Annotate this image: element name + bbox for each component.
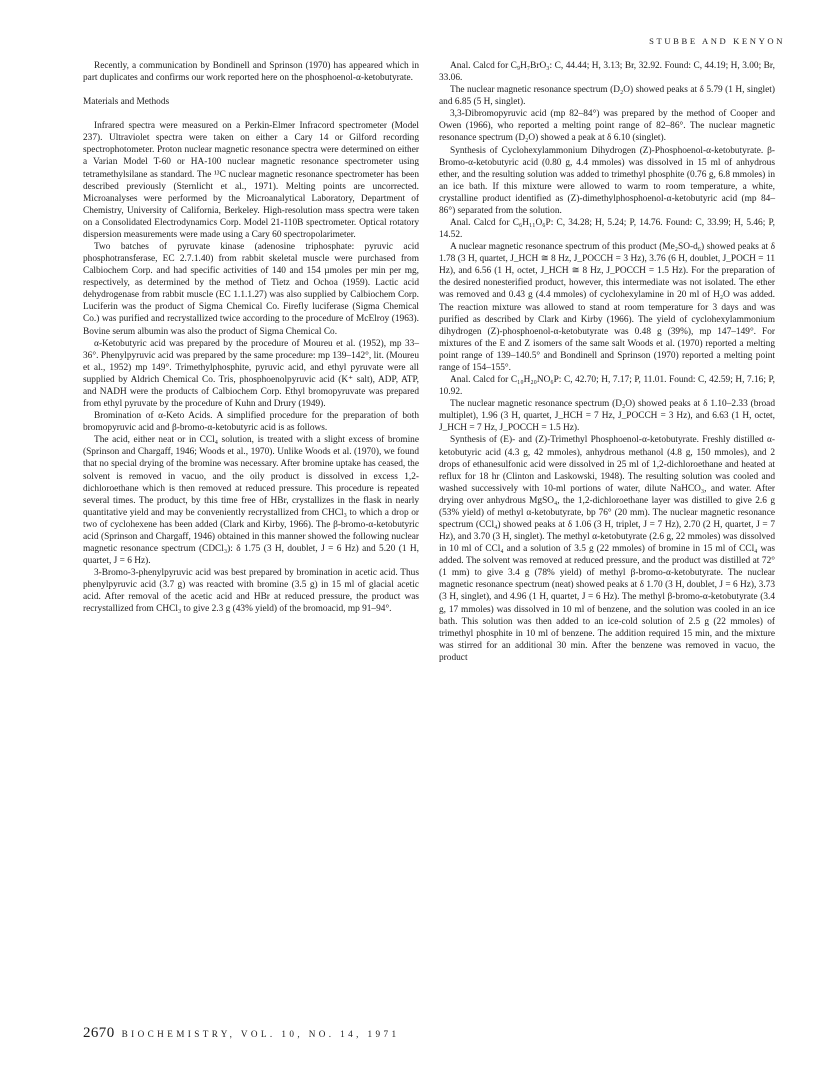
- paragraph-synthesis-trimethyl: Synthesis of (E)- and (Z)-Trimethyl Phosphoenol-α-ketobutyrate. Freshly distilled α-ketobutyric acid (4.3 g, 42 mmoles), anhydrous methanol (4.8 g, 150 mmoles), and 2 drops of ethanesulfonic acid were dissolved in 25 ml of 1,2-dichloroethane and heated at reflux for 18 hr (Clinton and Laskowski, 1948). The resulting solution was cooled and washed successively with 10-ml portions of water, dilute NaHCO₃, and water. After drying over anhydrous MgSO₄, the 1,2-dichloroethane layer was distilled to give 2.6 g (53% yield) of methyl α-ketobutyrate, bp 76° (20 mm). The nuclear magnetic resonance spectrum (CCl₄) showed peaks at δ 1.06 (3 H, triplet, J = 7 Hz), 2.70 (2 H, quartet, J = 7 Hz), and 3.70 (3 H, singlet). The methyl α-ketobutyrate (2.6 g, 22 mmoles) was dissolved in 10 ml of CCl₄ and a solution of 3.5 g (22 mmoles) of bromine in 15 ml of CCl₄ was added. The solvent was removed at reduced pressure, and the product was distilled at 72° (1 mm) to give 3.4 g (78% yield) of methyl β-bromo-α-ketobutyrate. The nuclear magnetic resonance spectrum (neat) showed peaks at δ 1.70 (3 H, doublet, J = 6 Hz), 3.73 (3 H, singlet), and 4.96 (1 H, quartet, J = 6 Hz). The methyl β-bromo-α-ketobutyrate (3.4 g, 17 mmoles) was dissolved in 10 ml of benzene, and the solution was cooled in an ice bath. This solution was then added to an ice-cold solution of 2.5 g (22 mmoles) of trimethyl phosphite in 10 ml of benzene. The addition required 15 min, and the mixture was stirred for an additional 30 min. After the benzene was removed in vacuo, the product: [439, 435, 775, 663]
- paragraph-instruments: Infrared spectra were measured on a Perkin-Elmer Infracord spectrometer (Model 237). Ultraviolet spectra were taken on either a Cary 14 or Gilford recording spectrophotometer. Proton nuclear magnetic resonance spectra were determined on either a Varian Model T-60 or HA-100 nuclear magnetic resonance spectrometer using tetramethylsilane as standard. The ¹³C nuclear magnetic resonance spectrometer has been described previously (Sternlicht et al., 1971). Melting points are uncorrected. Microanalyses were performed by the Microanalytical Laboratory, Department of Chemistry, University of California, Berkeley. High-resolution mass spectra were taken on a Consolidated Electrodynamics Corp. Model 21-110B spectrometer. Optical rotatory dispersion measurements were made using a Cary 60 spectropolarimeter.: [83, 121, 419, 240]
- paragraph-bromination-procedure: The acid, either neat or in CCl₄ solution, is treated with a slight excess of bromine (Sprinson and Chargaff, 1946; Woods et al., 1970). Unlike Woods et al. (1970), we found that no special drying of the bromine was necessary. After bromine uptake has ceased, the solvent is removed in vacuo, and the oily product is dissolved in excess 1,2-dichloroethane which is then removed at reduced pressure. This procedure is repeated several times. The product, by this time free of HBr, crystallizes in the flask in nearly quantitative yield and may be conveniently recrystallized from CHCl₃ to which a drop or two of cyclohexene has been added (Clark and Kirby, 1966). The β-bromo-α-ketobutyric acid (Sprinson and Chargaff, 1946) obtained in this manner showed the following nuclear magnetic resonance spectrum (CDCl₃): δ 1.75 (3 H, doublet, J = 6 Hz) and 5.20 (1 H, quartet, J = 6 Hz).: [83, 435, 419, 567]
- journal-citation: BIOCHEMISTRY, VOL. 10, NO. 14, 1971: [121, 1029, 400, 1039]
- page-number: 2670: [83, 1025, 115, 1041]
- left-column: [83, 60, 419, 615]
- paragraph-anal-1: Anal. Calcd for C₉H₇BrO₃: C, 44.44; H, 3.13; Br, 32.92. Found: C, 44.19; H, 3.00; Br, 33.06.: [439, 61, 775, 84]
- paragraph-phenylpyruvic-bromination: 3-Bromo-3-phenylpyruvic acid was best prepared by bromination in acetic acid. Thus phenylpyruvic acid (3.7 g) was reacted with bromine (3.5 g) in 15 ml of glacial acetic acid. After removal of the acetic acid and HBr at reduced pressure, the product was recrystallized from CHCl₃ to give 2.3 g (43% yield) of the bromoacid, mp 91–94°.: [83, 568, 419, 615]
- running-head: STUBBE AND KENYON: [649, 36, 785, 46]
- intro-paragraph: Recently, a communication by Bondinell and Sprinson (1970) has appeared which in part duplicates and confirms our work reported here on the phosphoenol-α-ketobutyrate.: [83, 61, 419, 84]
- paragraph-enzymes: Two batches of pyruvate kinase (adenosine triphosphate: pyruvic acid phosphotransferase, EC 2.7.1.40) from rabbit skeletal muscle were purchased from Calbiochem Corp. and had specific activities of 140 and 154 µmoles per min per mg, respectively, as determined by the method of Tietz and Ochoa (1959). Lactic acid dehydrogenase from rabbit muscle (EC 1.1.1.27) was also supplied by Calbiochem Corp. Luciferin was the product of Sigma Chemical Co. Firefly luciferase (Sigma Chemical Co.) was purified and recrystallized twice according to the procedure of McElroy (1963). Bovine serum albumin was also the product of Sigma Chemical Co.: [83, 242, 419, 337]
- paragraph-anal-3: Anal. Calcd for C₁₀H₂₀NO₆P: C, 42.70; H, 7.17; P, 11.01. Found: C, 42.59; H, 7.16; P, 10.92.: [439, 375, 775, 398]
- page-footer: [83, 1025, 400, 1042]
- paragraph-nmr-3: The nuclear magnetic resonance spectrum (D₂O) showed peaks at δ 1.10–2.33 (broad multiplet), 1.96 (3 H, quartet, J_HCH = 7 Hz, J_POCCH = 3 Hz), and 6.63 (1 H, octet, J_HCH = 7 Hz, J_POCCH = 1.5 Hz).: [439, 399, 775, 434]
- paragraph-reagents: α-Ketobutyric acid was prepared by the procedure of Moureu et al. (1952), mp 33–36°. Phenylpyruvic acid was prepared by the same procedure: mp 139–142°, lit. (Moureu et al., 1952) mp 149°. Trimethylphosphite, pyruvic acid, and ethyl pyruvate were all supplied by Aldrich Chemical Co. Tris, phosphoenolpyruvic acid (K⁺ salt), ADP, ATP, and NADH were the products of Calbiochem Corp. Ethyl bromopyruvate was prepared from ethyl pyruvate by the procedure of Kuhn and Drury (1949).: [83, 338, 419, 410]
- paragraph-nmr-2: A nuclear magnetic resonance spectrum of this product (Me₂SO-d₆) showed peaks at δ 1.78 (3 H, quartet, J_HCH ≅ 8 Hz, J_POCCH = 3 Hz), 3.76 (6 H, doublet, J_POCH = 11 Hz), and 6.56 (1 H, octet, J_HCH ≅ 8 Hz, J_POCCH = 1.5 Hz). For the preparation of the desired nonesterified product, however, this intermediate was not isolated. The ether was removed and 0.43 g (4.4 mmoles) of cyclohexylamine in 20 ml of H₂O was added. The reaction mixture was allowed to stand at room temperature for 3 days and was purified as described by Clark and Kirby (1966). The yield of cyclohexylammonium dihydrogen (Z)-phosphoenol-α-ketobutyrate was 0.48 g (39%), mp 147–149°. For mixtures of the E and Z isomers of the same salt Woods et al. (1970) reported a melting point range of 139–140.5° and Bondinell and Sprinson (1970) reported a melting point range of 154–155°.: [439, 242, 775, 373]
- paragraph-synthesis-z: Synthesis of Cyclohexylammonium Dihydrogen (Z)-Phosphoenol-α-ketobutyrate. β-Bromo-α-ketobutyric acid (0.80 g, 4.4 mmoles) was dissolved in 15 ml of anhydrous ether, and the resulting solution was added to trimethyl phosphite (0.76 g, 6.8 mmoles) in an ice bath. If this mixture were allowed to warm to room temperature, a white, crystalline product identified as (Z)-dimethylphosphoenol-α-ketobutyric acid (mp 84–86°) separated from the solution.: [439, 145, 775, 216]
- section-heading: Materials and Methods: [83, 97, 170, 108]
- paragraph-anal-2: Anal. Calcd for C₆H₁₁O₆P: C, 34.28; H, 5.24; P, 14.76. Found: C, 33.99; H, 5.46; P, 14.52.: [439, 218, 775, 241]
- right-column: [439, 60, 775, 664]
- paragraph-dibromopyruvic: 3,3-Dibromopyruvic acid (mp 82–84°) was prepared by the method of Cooper and Owen (1966), who reported a melting point range of 82–86°. The nuclear magnetic resonance spectrum (D₂O) showed a peak at δ 6.10 (singlet).: [439, 109, 775, 144]
- paragraph-bromination-heading: Bromination of α-Keto Acids. A simplified procedure for the preparation of both bromopyruvic acid and β-bromo-α-ketobutyric acid is as follows.: [83, 411, 419, 434]
- paragraph-nmr-1: The nuclear magnetic resonance spectrum (D₂O) showed peaks at δ 5.79 (1 H, singlet) and 6.85 (5 H, singlet).: [439, 85, 775, 108]
